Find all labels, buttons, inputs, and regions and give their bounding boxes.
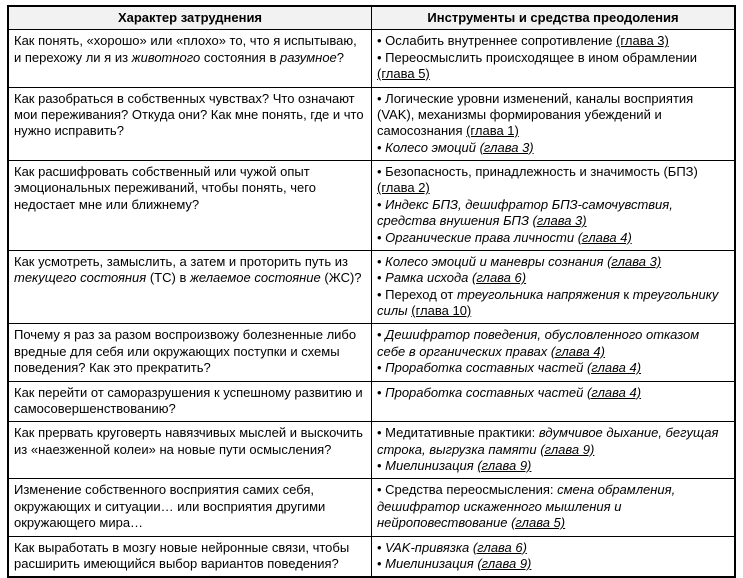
chapter-link[interactable]: (глава 4): [550, 343, 605, 359]
text-segment: Медитативные практики:: [385, 425, 539, 441]
difficulties-table: [7, 5, 736, 578]
chapter-link[interactable]: (глава 6): [472, 270, 527, 286]
text-segment: Индекс БПЗ, дешифратор БПЗ-самочувствия, средства внушения БПЗ: [377, 196, 673, 229]
text-segment: текущего состояния: [14, 270, 147, 286]
bullet-icon: •: [377, 539, 386, 555]
text-segment: смена обрамления, дешифратор искаженного мышления и нейроповествование: [377, 482, 676, 531]
text-segment: (ЖС)?: [320, 270, 362, 286]
tools-cell: [372, 250, 736, 324]
chapter-link[interactable]: (глава 9): [477, 458, 532, 473]
tool-item: [377, 385, 728, 401]
bullet-icon: •: [377, 253, 386, 269]
text-segment: Ослабить внутреннее сопротивление: [385, 33, 617, 49]
question-cell: [8, 422, 372, 479]
text-segment: Дешифратор поведения, обусловленного отказом себе в органических правах: [377, 327, 700, 359]
text-segment: Как выработать в мозгу новые нейронные связи, чтобы расширить имеющийся выбор вариантов поведения?: [14, 539, 350, 571]
tools-cell: [372, 422, 736, 479]
text-segment: желаемое состояние: [189, 270, 321, 286]
tool-item: [377, 164, 728, 197]
table-row: [8, 87, 735, 161]
question-cell: [8, 324, 372, 381]
table-row: [8, 250, 735, 324]
question-cell: [8, 479, 372, 536]
chapter-link[interactable]: (глава 3): [607, 253, 662, 269]
text-segment: разумное: [279, 49, 337, 65]
tool-item: [377, 540, 728, 556]
text-segment: вдумчивое дыхание, бегущая строка, выгрузка памяти: [377, 425, 719, 457]
tool-item: [377, 482, 728, 531]
table-row: [8, 536, 735, 577]
tool-item: [377, 197, 728, 230]
text-segment: Проработка составных частей: [385, 384, 587, 400]
header-difficulty: Характер затруднения: [8, 6, 372, 30]
tool-item: [377, 458, 728, 474]
question-cell: [8, 30, 372, 87]
text-segment: животного: [131, 49, 201, 65]
text-segment: Как прервать круговерть навязчивых мыслей и выскочить из «наезженной колеи» на новые пути осмысления?: [14, 425, 363, 457]
tool-item: [377, 230, 728, 246]
bullet-icon: •: [377, 49, 386, 65]
chapter-link[interactable]: (глава 5): [377, 66, 430, 82]
text-segment: Средства переосмысления:: [385, 482, 558, 498]
tool-item: [377, 270, 728, 286]
text-segment: Переход от: [385, 286, 457, 302]
text-segment: Логические уровни изменений, каналы восприятия (VAK), механизмы формирования убеждений и самосознания: [377, 90, 694, 139]
text-segment: Миелинизация: [385, 458, 478, 473]
bullet-icon: •: [377, 90, 386, 106]
tool-item: [377, 556, 728, 572]
bullet-icon: •: [377, 327, 386, 343]
chapter-link[interactable]: (глава 4): [577, 229, 632, 245]
chapter-link[interactable]: (глава 3): [479, 139, 534, 155]
bullet-icon: •: [377, 482, 386, 498]
question-cell: [8, 87, 372, 161]
text-segment: Рамка исхода: [385, 270, 473, 286]
text-segment: Колесо эмоций: [385, 139, 480, 155]
question-cell: [8, 161, 372, 251]
table-row: [8, 161, 735, 251]
question-cell: [8, 250, 372, 324]
chapter-link[interactable]: (глава 4): [586, 360, 642, 376]
chapter-link[interactable]: (глава 10): [411, 303, 472, 318]
text-segment: ?: [336, 49, 345, 65]
tool-item: [377, 50, 728, 83]
text-segment: Органические права личности: [385, 229, 578, 245]
bullet-icon: •: [377, 360, 386, 376]
text-segment: треугольника напряжения: [456, 286, 620, 302]
bullet-icon: •: [377, 270, 386, 286]
tools-cell: [372, 479, 736, 536]
text-segment: Миелинизация: [385, 555, 478, 571]
text-segment: Как понять, «хорошо» или «плохо» то, что я испытываю, и перехожу ли я из: [14, 33, 357, 65]
tool-item: [377, 425, 728, 458]
tools-cell: [372, 161, 736, 251]
question-cell: [8, 381, 372, 422]
text-segment: Колесо эмоций и маневры сознания: [385, 253, 608, 269]
tool-item: [377, 327, 728, 360]
table-row: [8, 422, 735, 479]
table-row: [8, 30, 735, 87]
bullet-icon: •: [377, 384, 386, 400]
table-row: [8, 479, 735, 536]
bullet-icon: •: [377, 286, 386, 302]
text-segment: состояния в: [200, 49, 280, 65]
tools-cell: [372, 536, 736, 577]
text-segment: Безопасность, принадлежность и значимость (БПЗ): [385, 164, 698, 179]
tools-cell: [372, 324, 736, 381]
bullet-icon: •: [377, 33, 386, 49]
table-row: [8, 381, 735, 422]
text-segment: Почему я раз за разом воспроизвожу болезненные либо вредные для себя или окружающих поступки и схемы поведения? Как это прекратить?: [14, 327, 357, 376]
tool-item: [377, 360, 728, 376]
bullet-icon: •: [377, 196, 386, 212]
tools-cell: [372, 381, 736, 422]
chapter-link[interactable]: (глава 3): [532, 213, 587, 229]
text-segment: Переосмыслить происходящее в ином обрамлении: [385, 49, 698, 65]
bullet-icon: •: [377, 555, 386, 571]
text-segment: Изменение собственного восприятия самих себя, окружающих и ситуации… или восприятия другими окружающего мира…: [14, 482, 326, 531]
text-segment: (ТС) в: [146, 270, 190, 286]
text-segment: Проработка составных частей: [385, 360, 587, 376]
chapter-link[interactable]: (глава 2): [377, 180, 430, 196]
tools-cell: [372, 87, 736, 161]
header-tools: Инструменты и средства преодоления: [372, 6, 736, 30]
bullet-icon: •: [377, 139, 386, 155]
table-row: [8, 324, 735, 381]
tools-cell: [372, 30, 736, 87]
chapter-link[interactable]: (глава 3): [616, 33, 669, 49]
header-row: [8, 6, 735, 30]
chapter-link[interactable]: (глава 5): [511, 515, 566, 531]
bullet-icon: •: [377, 425, 386, 441]
tool-item: [377, 33, 728, 49]
text-segment: Как разобраться в собственных чувствах? Что означают мои переживания? Откуда они? Как мне понять, где и что нужно исправить?: [14, 90, 364, 139]
tool-item: [377, 287, 728, 320]
text-segment: VAK-привязка: [385, 539, 473, 555]
bullet-icon: •: [377, 229, 386, 245]
bullet-icon: •: [377, 164, 386, 179]
chapter-link[interactable]: (глава 1): [466, 123, 519, 139]
chapter-link[interactable]: (глава 6): [472, 539, 527, 555]
question-cell: [8, 536, 372, 577]
tool-item: [377, 254, 728, 270]
chapter-link[interactable]: (глава 9): [540, 441, 595, 457]
text-segment: треугольнику силы: [377, 286, 719, 318]
text-segment: Как усмотреть, замыслить, а затем и проторить путь из: [14, 253, 348, 269]
text-segment: Как перейти от саморазрушения к успешному развитию и самосовершенствованию?: [14, 384, 363, 416]
chapter-link[interactable]: (глава 4): [586, 384, 642, 400]
text-segment: Как расшифровать собственный или чужой опыт эмоциональных переживаний, чтобы понять, чего недостает мне или ближнему?: [14, 164, 316, 212]
tool-item: [377, 140, 728, 156]
text-segment: к: [619, 286, 633, 302]
bullet-icon: •: [377, 458, 386, 473]
chapter-link[interactable]: (глава 9): [477, 555, 532, 571]
tool-item: [377, 91, 728, 140]
